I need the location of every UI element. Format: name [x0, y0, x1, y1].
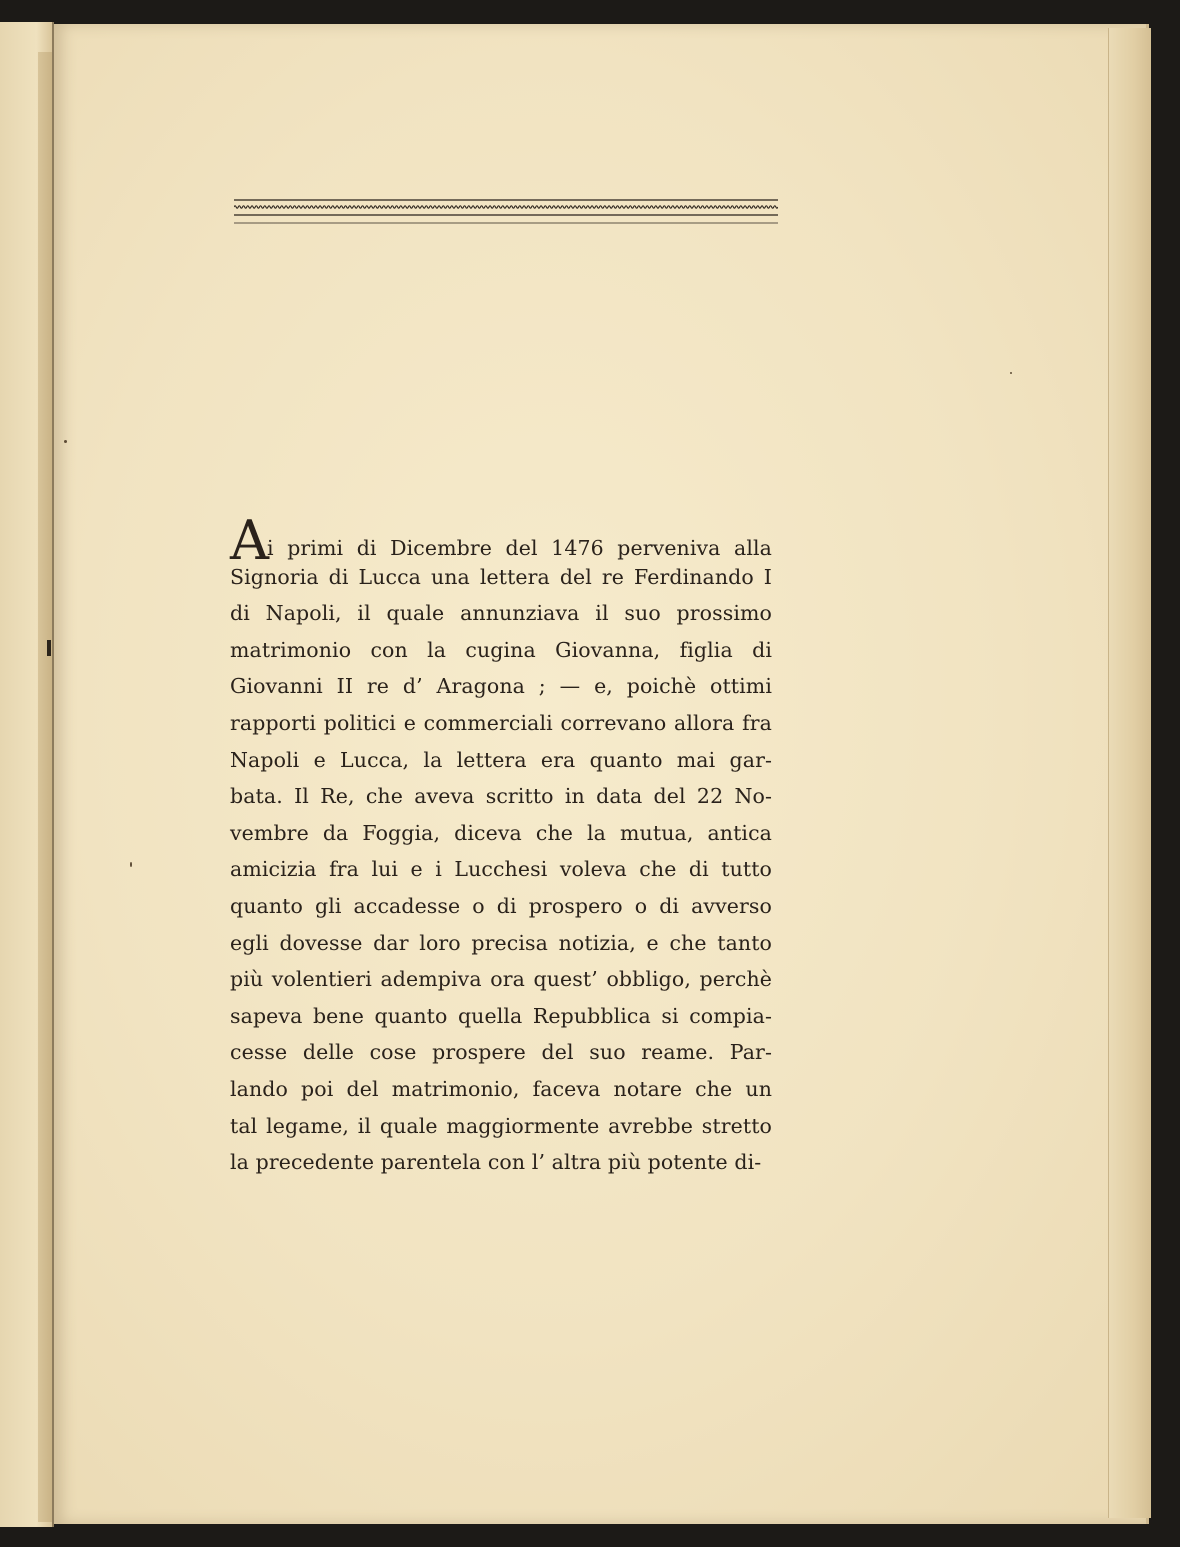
paragraph-line-9: vembre da Foggia, diceva che la mutua, antica [230, 820, 772, 845]
page-fore-edge [1108, 28, 1151, 1518]
paragraph-line-16: lando poi del matrimonio, faceva notare che un [230, 1076, 772, 1101]
paragraph-line-1: i primi di Dicembre del 1476 perveniva alla [267, 536, 772, 560]
paper-speck [130, 862, 132, 867]
paragraph-line-14: sapeva bene quanto quella Repubblica si compia- [230, 1003, 772, 1028]
binding-thread-mark [47, 640, 51, 656]
paragraph-line-12: egli dovesse dar loro precisa notizia, e che tanto [230, 930, 772, 955]
decorative-headpiece-rule [234, 196, 778, 226]
paragraph-line-8: bata. Il Re, che aveva scritto in data del 22 No- [230, 784, 772, 809]
paper-speck [64, 440, 67, 443]
paragraph-line-4: matrimonio con la cugina Giovanna, figlia di [230, 637, 772, 662]
paragraph-line-6: rapporti politici e commerciali correvano allora fra [230, 710, 772, 735]
drop-cap-letter: A [230, 509, 267, 572]
paragraph-line-10: amicizia fra lui e i Lucchesi voleva che di tutto [230, 857, 772, 882]
paragraph-line-3: di Napoli, il quale annunziava il suo prossimo [230, 601, 772, 626]
paragraph-line-13: più volentieri adempiva ora quest’ obbligo, perchè [230, 967, 772, 992]
paragraph-line-17: tal legame, il quale maggiormente avrebbe stretto [230, 1113, 772, 1138]
paragraph-line-7: Napoli e Lucca, la lettera era quanto mai gar- [230, 747, 772, 772]
paragraph-line-15: cesse delle cose prospere del suo reame. Par- [230, 1040, 772, 1065]
left-page-edge [0, 22, 54, 1527]
paragraph-line-2: Signoria di Lucca una lettera del re Ferdinando I [230, 564, 772, 589]
headpiece-wave-line [234, 206, 778, 209]
paragraph-line-18: la precedente parentela con l’ altra più potente di- [230, 1150, 762, 1175]
paragraph-line-11: quanto gli accadesse o di prospero o di avverso [230, 893, 772, 918]
paragraph-line-5: Giovanni II re d’ Aragona ; — e, poichè ottimi [230, 674, 772, 699]
left-page-inner-fold [38, 52, 52, 1522]
paper-speck [1010, 372, 1012, 374]
body-paragraph [230, 509, 772, 1181]
paragraph-first-line [230, 509, 772, 572]
